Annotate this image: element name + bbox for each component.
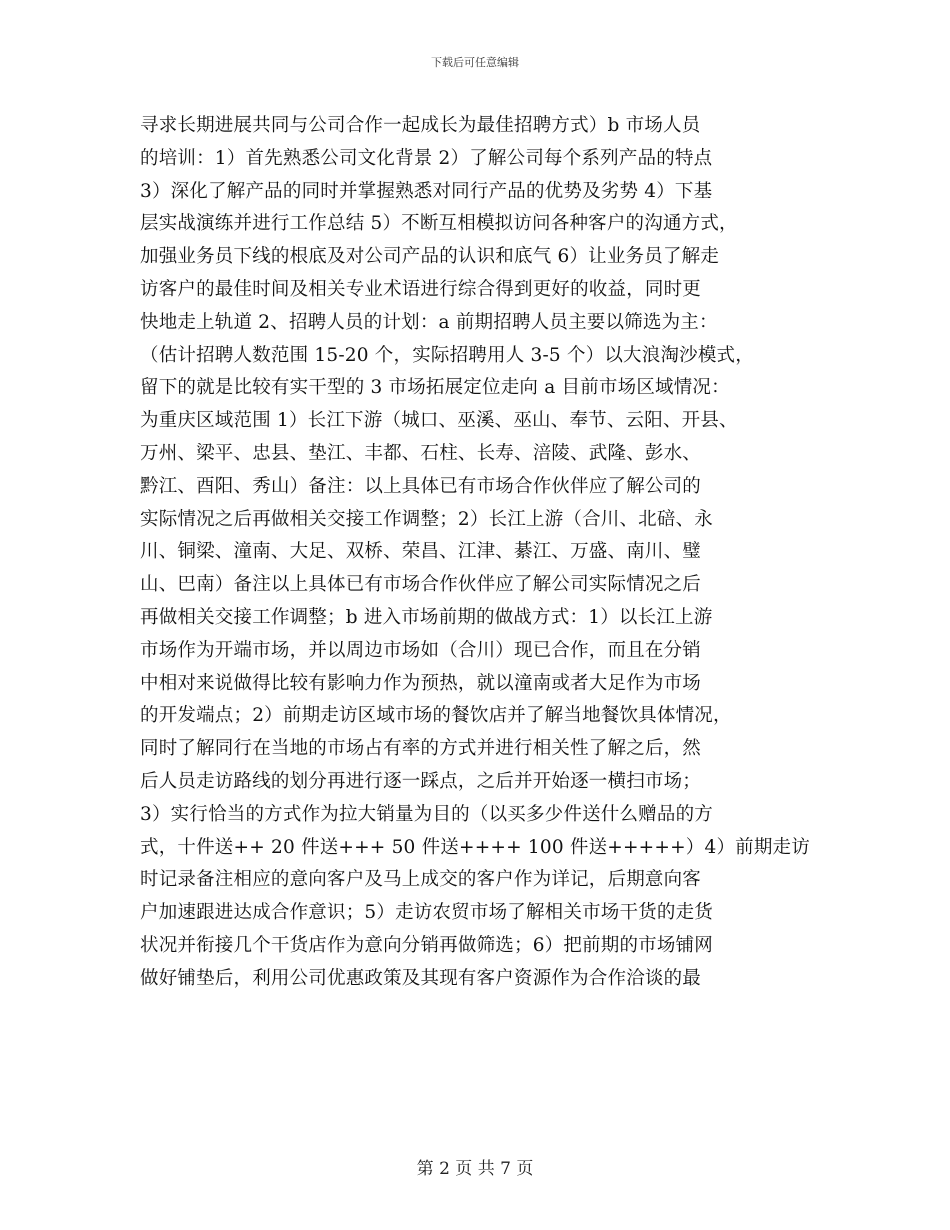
text-line: 做好铺垫后，利用公司优惠政策及其现有客户资源作为合作洽谈的最 (140, 967, 702, 989)
text-line: 同时了解同行在当地的市场占有率的方式并进行相关性了解之后，然 (140, 738, 702, 760)
text-line: 加强业务员下线的根底及对公司产品的认识和底气 6）让业务员了解走 (140, 246, 720, 268)
text-line: 市场作为开端市场，并以周边市场如（合川）现已合作，而且在分销 (140, 639, 702, 661)
text-line: 的开发端点；2）前期走访区域市场的餐饮店并了解当地餐饮具体情况， (140, 705, 732, 727)
text-line: 时记录备注相应的意向客户及马上成交的客户作为详记，后期意向客 (140, 869, 702, 891)
text-line: 户加速跟进达成合作意识；5）走访农贸市场了解相关市场干货的走货 (140, 902, 713, 924)
text-line: 访客户的最佳时间及相关专业术语进行综合得到更好的收益，同时更 (140, 278, 702, 300)
text-line: 为重庆区域范围 1）长江下游（城口、巫溪、巫山、奉节、云阳、开县、 (140, 410, 738, 432)
text-line: 状况并衔接几个干货店作为意向分销再做筛选；6）把前期的市场铺网 (140, 934, 713, 956)
body-text (140, 110, 820, 996)
text-line: 3）深化了解产品的同时并掌握熟悉对同行产品的优势及劣势 4）下基 (140, 180, 713, 202)
text-line: 式，十件送++ 20 件送+++ 50 件送++++ 100 件送+++++）4）前期走访 (140, 836, 810, 858)
text-line: 黔江、酉阳、秀山）备注：以上具体已有市场合作伙伴应了解公司的 (140, 475, 702, 497)
text-line: 实际情况之后再做相关交接工作调整；2）长江上游（合川、北碚、永 (140, 508, 713, 530)
text-line: 川、铜梁、潼南、大足、双桥、荣昌、江津、綦江、万盛、南川、璧 (140, 541, 702, 563)
text-line: 层实战演练并进行工作总结 5）不断互相模拟访问各种客户的沟通方式， (140, 213, 738, 235)
text-line: 3）实行恰当的方式作为拉大销量为目的（以买多少件送什么赠品的方 (140, 803, 713, 825)
text-line: （估计招聘人数范围 15-20 个，实际招聘用人 3-5 个）以大浪淘沙模式， (140, 344, 754, 366)
page-footer: 第 2 页 共 7 页 (416, 1159, 534, 1179)
text-line: 中相对来说做得比较有影响力作为预热，就以潼南或者大足作为市场 (140, 672, 702, 694)
page-header: 下载后可任意编辑 (431, 56, 519, 69)
text-line: 寻求长期进展共同与公司合作一起成长为最佳招聘方式）b 市场人员 (140, 115, 701, 136)
text-line: 再做相关交接工作调整；b 进入市场前期的做战方式：1）以长江上游 (140, 606, 713, 628)
text-line: 留下的就是比较有实干型的 3 市场拓展定位走向 a 目前市场区域情况： (140, 377, 730, 399)
text-line: 快地走上轨道 2、招聘人员的计划：a 前期招聘人员主要以筛选为主： (140, 311, 718, 333)
text-line: 后人员走访路线的划分再进行逐一踩点，之后并开始逐一横扫市场； (140, 770, 702, 792)
text-line: 万州、梁平、忠县、垫江、丰都、石柱、长寿、涪陵、武隆、彭水、 (140, 442, 702, 464)
text-line: 的培训：1）首先熟悉公司文化背景 2）了解公司每个系列产品的特点 (140, 147, 713, 169)
text-line: 山、巴南）备注以上具体已有市场合作伙伴应了解公司实际情况之后 (140, 574, 702, 596)
